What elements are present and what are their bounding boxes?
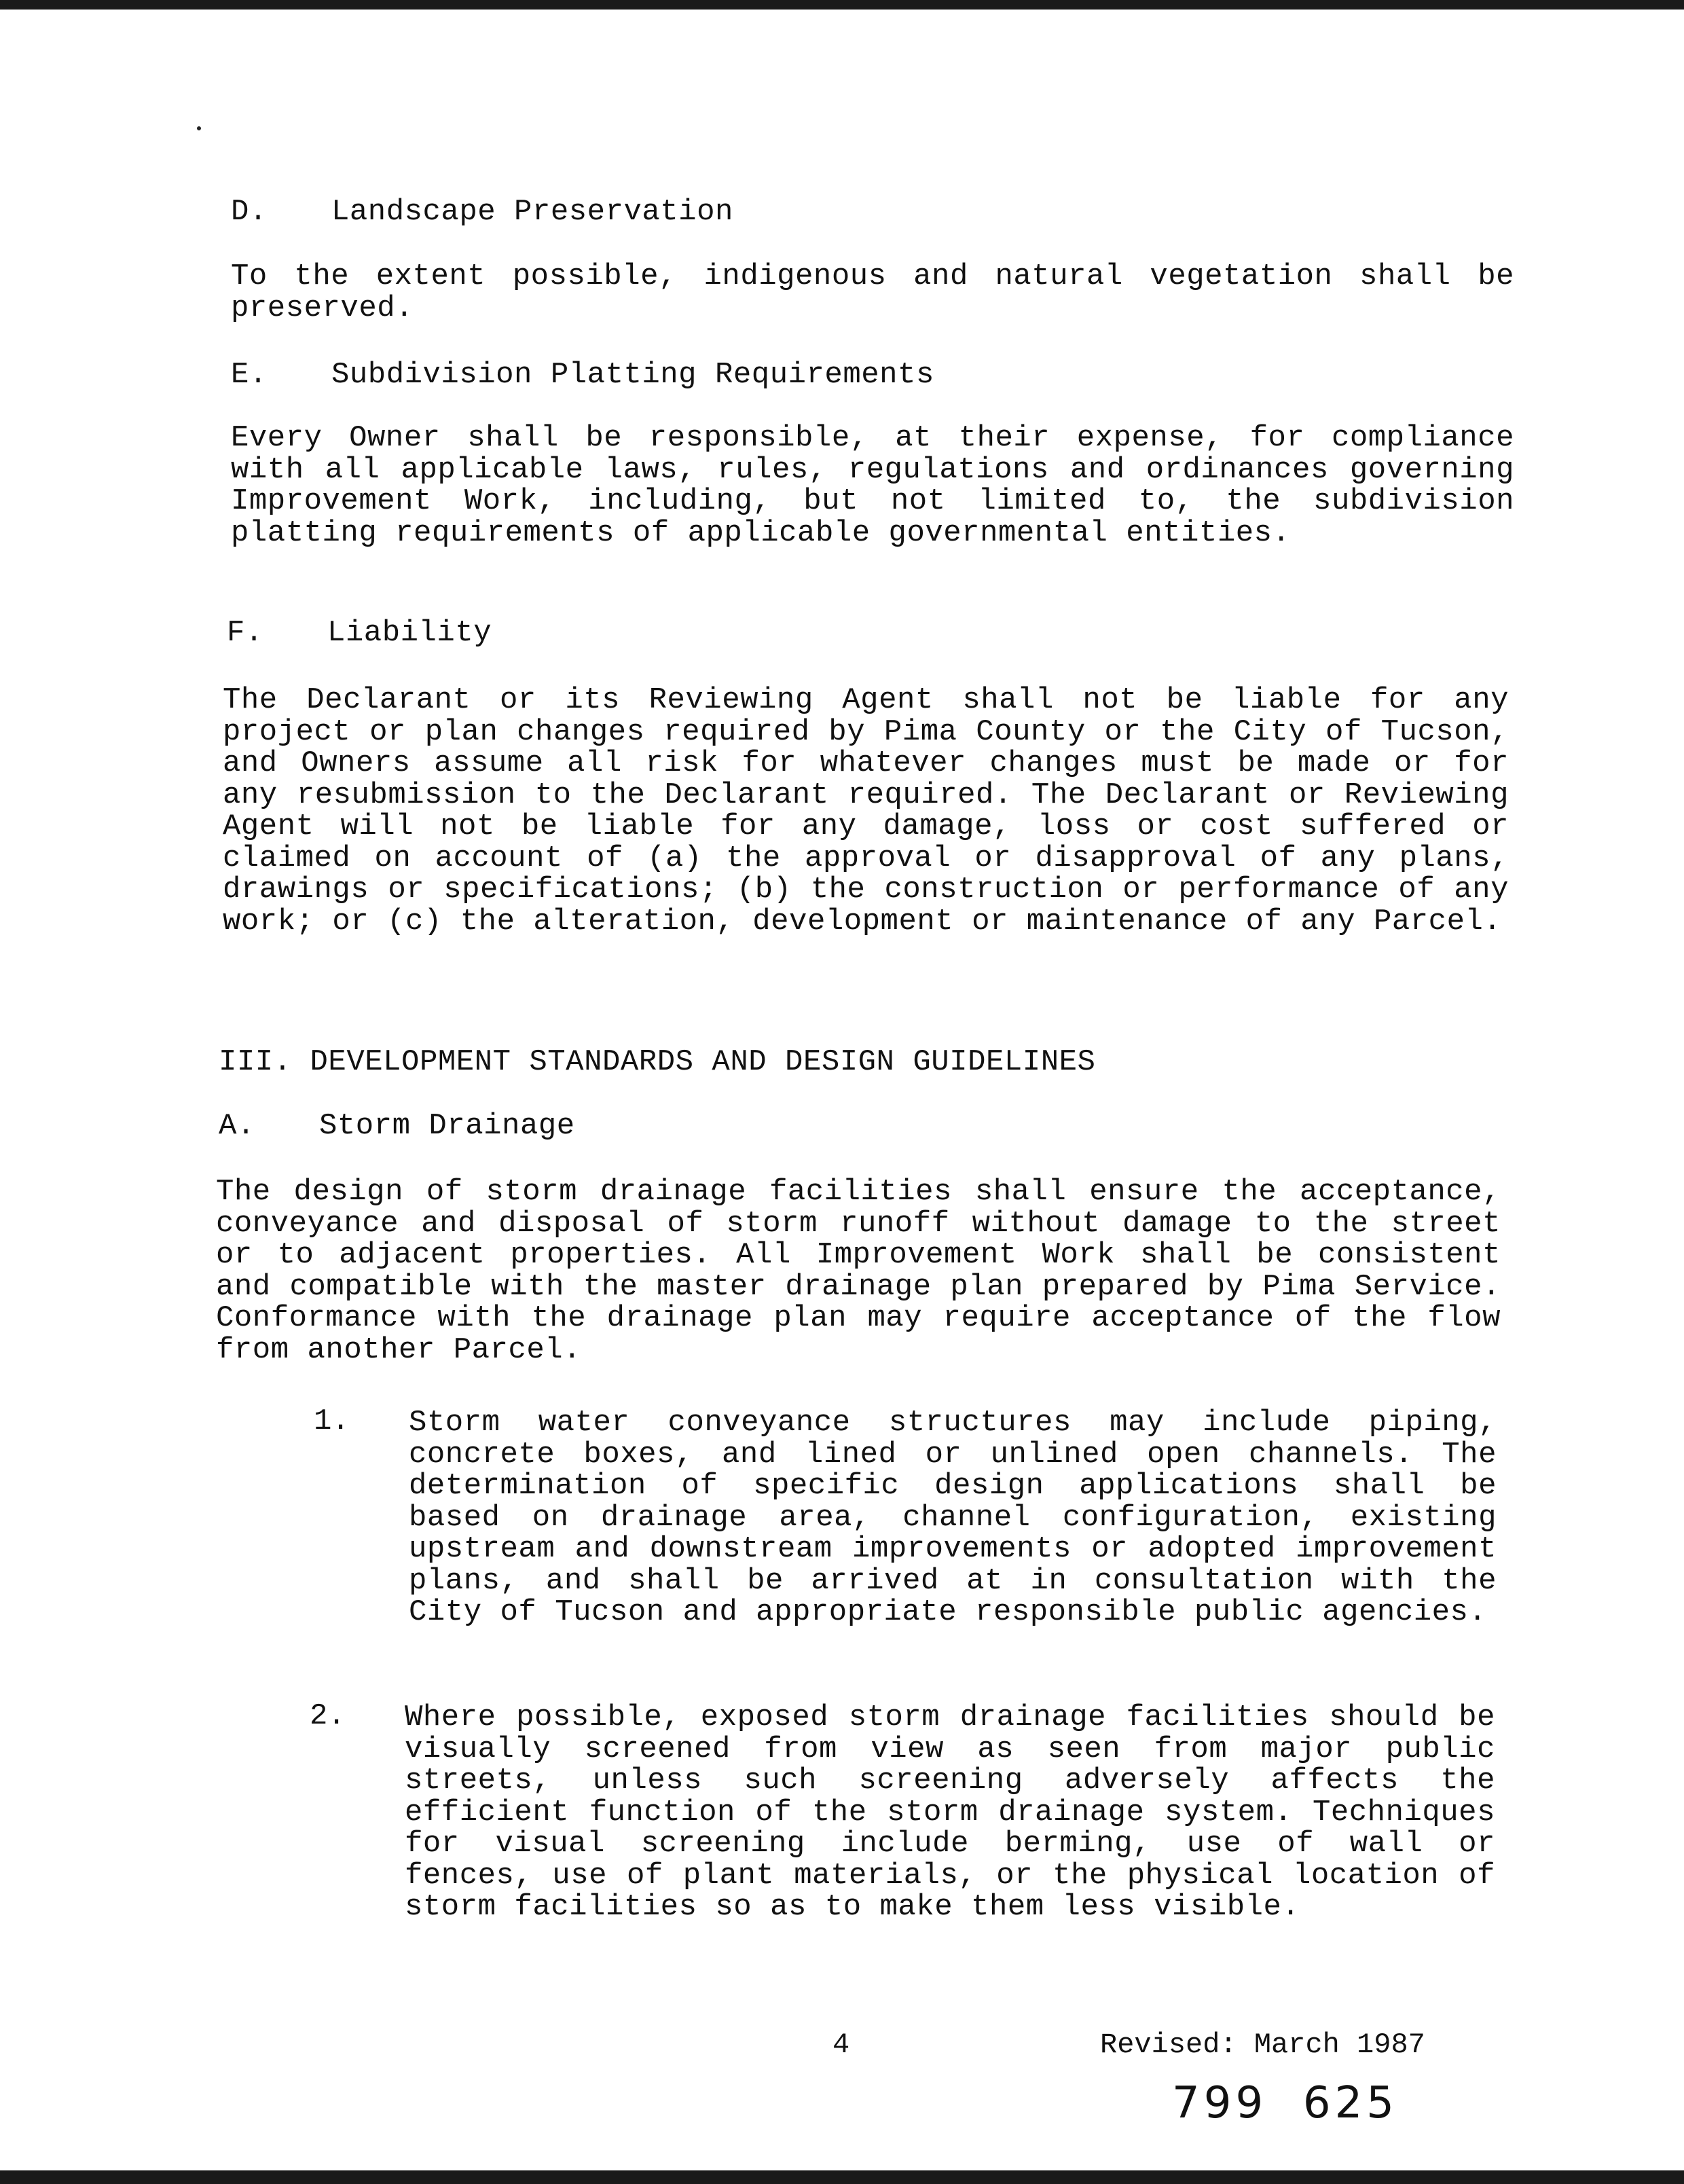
section-e-body: Every Owner shall be responsible, at their expense, for compliance with all applicable laws, rules, regulations and ordinances governing Improvement Work, including, but not limited to, the subdivision platting requirements of applicable governmental entities. bbox=[231, 421, 1514, 550]
section-d-letter: D. bbox=[231, 195, 268, 229]
revised-date: Revised: March 1987 bbox=[1100, 2028, 1425, 2061]
section-e-title: Subdivision Platting Requirements bbox=[331, 358, 934, 392]
section-a-title: Storm Drainage bbox=[319, 1109, 575, 1143]
scan-speck bbox=[197, 126, 201, 130]
section-f-title: Liability bbox=[327, 616, 492, 650]
section-f-letter: F. bbox=[227, 616, 263, 650]
section-a-body: The design of storm drainage facilities shall ensure the acceptance, conveyance and disposal of storm runoff without damage to the street or to adjacent properties. All Improvement Work shall be consistent and compatible with the master drainage plan prepared by Pima Service. Conformance with the drainage plan may require acceptance of the flow from another Parcel. bbox=[216, 1175, 1501, 1367]
section-d-title: Landscape Preservation bbox=[331, 195, 733, 229]
list-item-2-text: Where possible, exposed storm drainage facilities should be visually screened from view as seen from major public streets, unless such screening adversely affects the efficient function of the storm drainage system. Techniques for visual screening include berming, use of wall or fences, use of plant materials, or the physical location of storm facilities so as to make them less visible. bbox=[405, 1700, 1495, 1924]
scan-edge-bottom bbox=[0, 2170, 1684, 2184]
section-a-letter: A. bbox=[219, 1109, 255, 1143]
section-f-body: The Declarant or its Reviewing Agent shall not be liable for any project or plan changes required by Pima County or the City of Tucson, and Owners assume all risk for whatever changes must be made or for any resubmission to the Declarant required. The Declarant or Reviewing Agent will not be liable for any damage, loss or cost suffered or claimed on account of (a) the approval or disapproval of any plans, drawings or specifications; (b) the construction or performance of any work; or (c) the alteration, development or maintenance of any Parcel. bbox=[223, 683, 1509, 939]
scan-edge-top bbox=[0, 0, 1684, 10]
list-item-2-number: 2. bbox=[310, 1699, 346, 1733]
part-iii-heading: III. DEVELOPMENT STANDARDS AND DESIGN GUIDELINES bbox=[219, 1045, 1096, 1079]
list-item-1-text: Storm water conveyance structures may include piping, concrete boxes, and lined or unlined open channels. The determination of specific design applications shall be based on drainage area, channel configuration, existing upstream and downstream improvements or adopted improvement plans, and shall be arrived at in consultation with the City of Tucson and appropriate responsible public agencies. bbox=[409, 1406, 1497, 1629]
document-stamp-number: 799 625 bbox=[1172, 2078, 1398, 2128]
section-e-letter: E. bbox=[231, 358, 268, 392]
section-d-body: To the extent possible, indigenous and natural vegetation shall be preserved. bbox=[231, 259, 1514, 325]
page-number: 4 bbox=[832, 2028, 850, 2061]
list-item-1-number: 1. bbox=[314, 1404, 350, 1438]
